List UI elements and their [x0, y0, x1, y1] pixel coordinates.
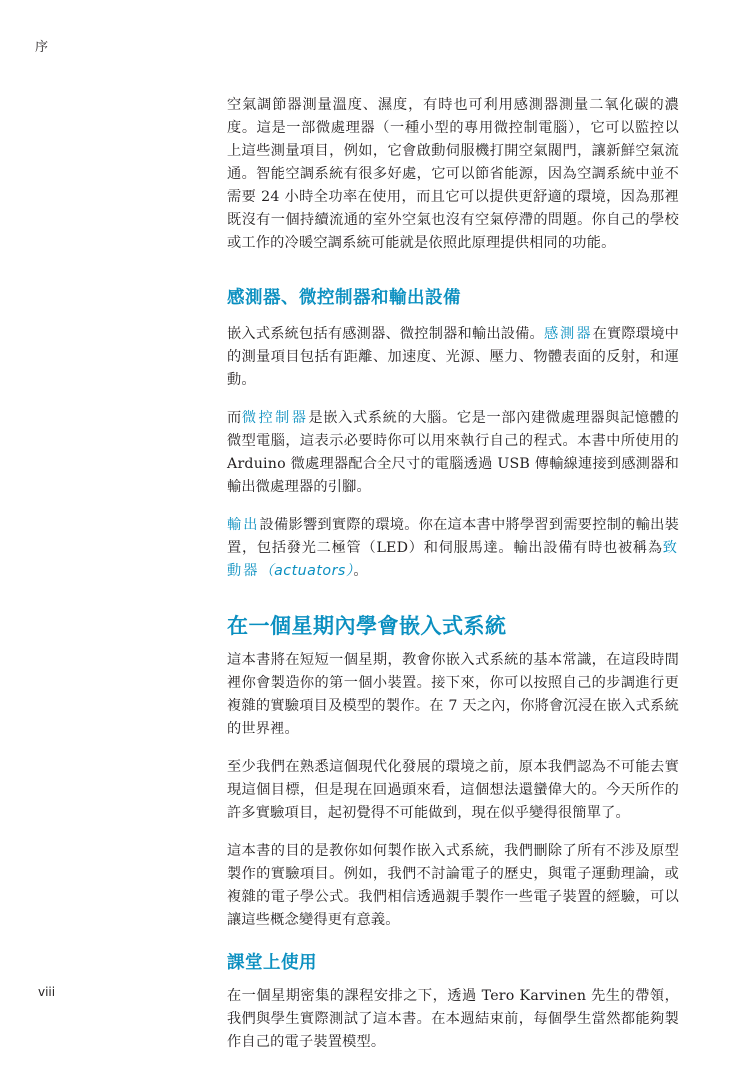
sensors-p2-text-b: 是嵌入式系統的大腦。它是一部內建微處理器與記憶體的微型電腦，這表示必要時你可以用來執行自己的程式。本書中所使用的 Arduino 微處理器配合全尺寸的電腦透過 USB 傳輸線連接到感測器和輸出微處理器的引腳。: [227, 410, 679, 495]
sensors-paragraph-3: [227, 514, 679, 583]
section-heading-week: 在一個星期內學會嵌入式系統: [227, 614, 507, 638]
sensors-p3-text-b: 。: [353, 563, 368, 579]
term-microcontroller: 微控制器: [241, 410, 309, 426]
sensors-p2-text-a: 而: [227, 410, 242, 426]
classroom-paragraph-1: 在一個星期密集的課程安排之下，透過 Tero Karvinen 先生的帶領，我們與學生實際測試了這本書。在本週結束前，每個學生當然都能夠製作自己的電子裝置模型。: [227, 988, 679, 1050]
week-paragraph-2: 至少我們在熟悉這個現代化發展的環境之前，原本我們認為不可能去實現這個目標，但是現在回過頭來看，這個想法還蠻偉大的。今天所作的許多實驗項目，起初覺得不可能做到，現在似乎變得很簡單了。: [227, 759, 679, 821]
intro-paragraph: 空氣調節器測量溫度、濕度，有時也可利用感測器測量二氧化碳的濃度。這是一部微處理器（一種小型的專用微控制電腦），它可以監控以上這些測量項目，例如，它會啟動伺服機打開空氣閥門，讓新鮮空氣流通。智能空調系統有很多好處，它可以節省能源，因為空調系統中並不需要 24 小時全功率在使用，而且它可以提供更舒適的環境，因為那裡既沒有一個持續流通的室外空氣也沒有空氣停滯的問題。你自己的學校或工作的冷暖空調系統可能就是依照此原理提供相同的功能。: [227, 97, 679, 251]
section-heading-sensors: 感測器、微控制器和輸出設備: [227, 288, 461, 308]
term-output: 輸出: [227, 517, 260, 533]
week-paragraph-1: 這本書將在短短一個星期，教會你嵌入式系統的基本常識，在這段時間裡你會製造你的第一個小裝置。接下來，你可以按照自己的步調進行更複雜的實驗項目及模型的製作。在 7 天之內，你將會沉浸在嵌入式系統的世界裡。: [227, 652, 679, 737]
page-number: viii: [38, 985, 56, 999]
sensors-p1-text-b: 在實際環境中的測量項目包括有距離、加速度、光源、壓力、物體表面的反射，和運動。: [227, 326, 679, 388]
sensors-paragraph-1: [227, 323, 679, 392]
sensors-p3-text-a: 設備影響到實際的環境。你在這本書中將學習到需要控制的輸出裝置，包括發光二極管（LED）和伺服馬達。輸出設備有時也被稱為: [227, 517, 679, 556]
sensors-p1-text-a: 嵌入式系統包括有感測器、微控制器和輸出設備。: [227, 326, 544, 342]
week-paragraph-3: 這本書的目的是教你如何製作嵌入式系統，我們刪除了所有不涉及原型製作的實驗項目。例如，我們不討論電子的歷史，與電子運動理論，或複雜的電子學公式。我們相信透過親手製作一些電子裝置的經驗，可以讓這些概念變得更有意義。: [227, 843, 679, 928]
term-actuator-latin: （actuators）: [259, 563, 354, 579]
page-body: [227, 94, 679, 1069]
term-sensor: 感測器: [543, 326, 593, 342]
sensors-paragraph-2: [227, 407, 679, 499]
term-actuator: 致動器: [227, 540, 679, 579]
section-heading-classroom: 課堂上使用: [227, 953, 317, 973]
running-head: 序: [35, 40, 49, 55]
